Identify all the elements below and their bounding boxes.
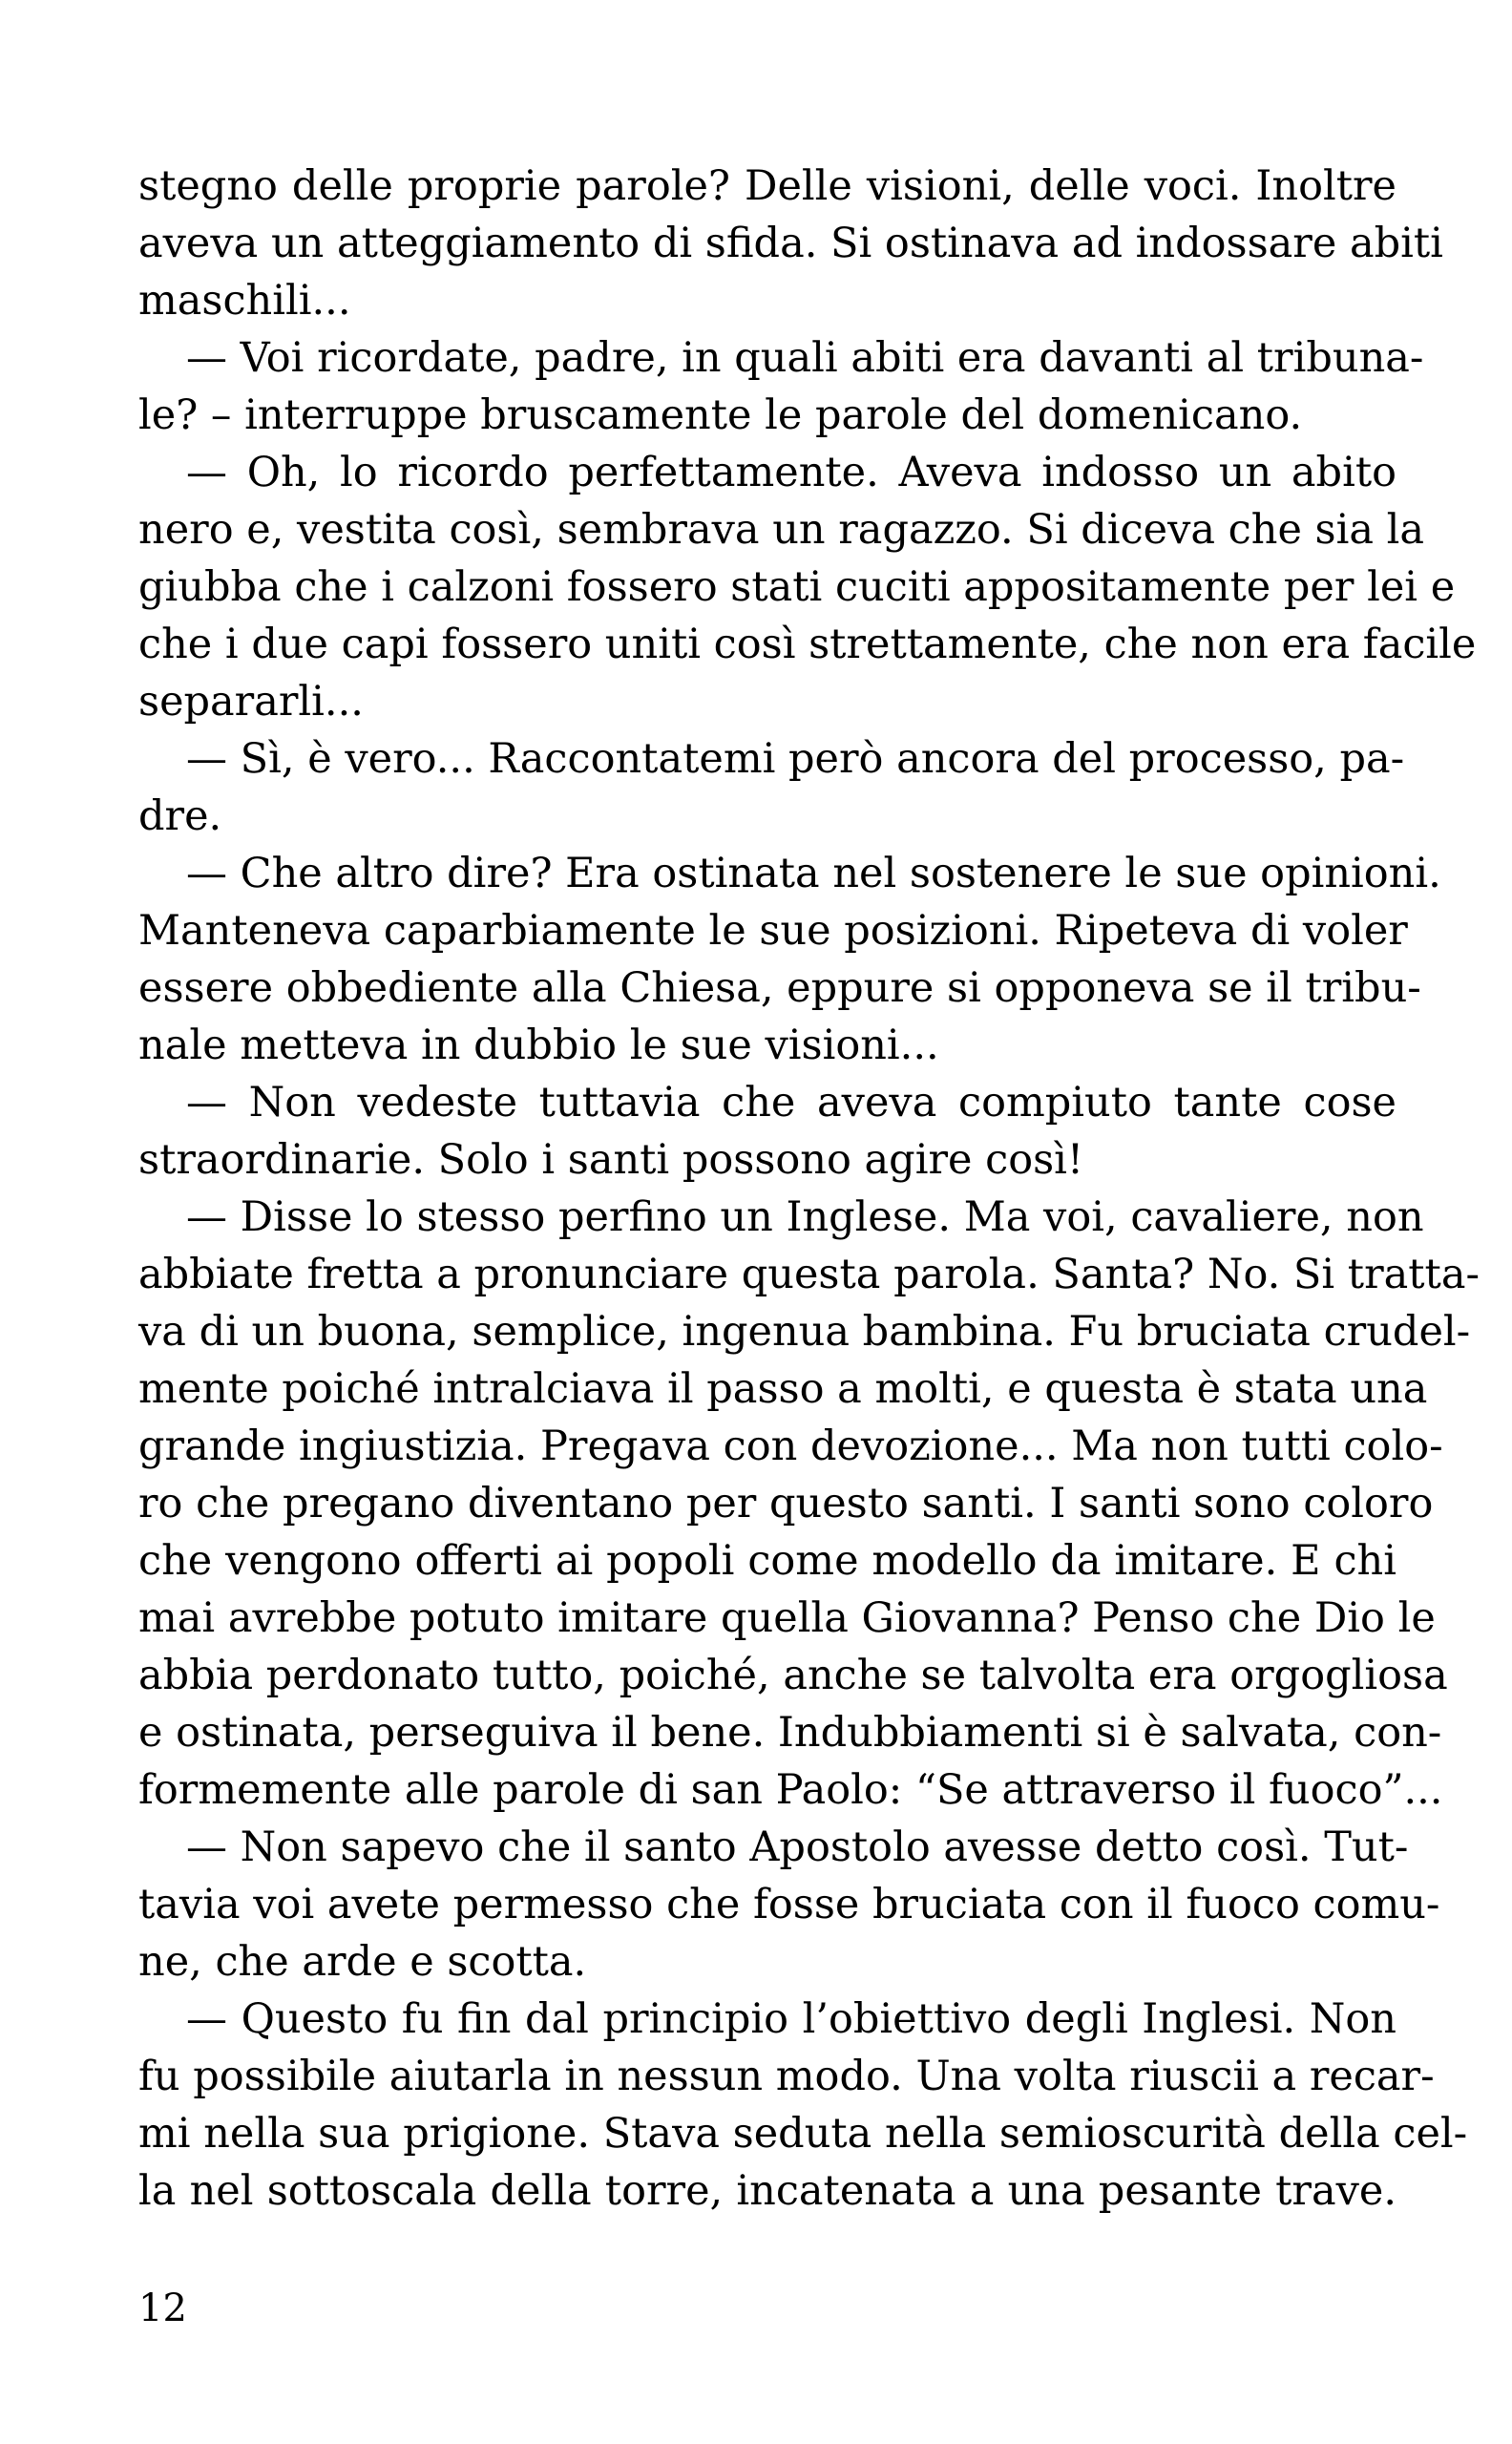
text-line: le? – interruppe bruscamente le parole del domenicano.	[138, 391, 1303, 439]
text-line: abbiate fretta a pronunciare questa parola. Santa? No. Si tratta-	[138, 1251, 1480, 1298]
text-line: fu possibile aiutarla in nessun modo. Una volta riuscii a recar-	[138, 2053, 1435, 2100]
text-line: mente poiché intralciava il passo a molti, e questa è stata una	[138, 1365, 1428, 1413]
text-line: separarli...	[138, 678, 364, 726]
text-line: aveva un atteggiamento di sfida. Si ostinava ad indossare abiti	[138, 220, 1443, 267]
text-line: nale metteva in dubbio le sue visioni...	[138, 1022, 939, 1069]
text-line: mai avrebbe potuto imitare quella Giovanna? Penso che Dio le	[138, 1594, 1436, 1642]
text-line: straordinarie. Solo i santi possono agire così!	[138, 1136, 1084, 1184]
text-line: va di un buona, semplice, ingenua bambina. Fu bruciata crudel-	[138, 1308, 1471, 1356]
text-line: Manteneva caparbiamente le sue posizioni. Ripeteva di voler	[138, 907, 1408, 955]
text-line: — Che altro dire? Era ostinata nel sostenere le sue opinioni.	[186, 850, 1441, 897]
text-line: — Sì, è vero... Raccontatemi però ancora del processo, pa-	[186, 735, 1405, 783]
text-line: e ostinata, perseguiva il bene. Indubbiamenti si è salvata, con-	[138, 1709, 1442, 1757]
text-line: abbia perdonato tutto, poiché, anche se talvolta era orgogliosa	[138, 1652, 1448, 1699]
text-line: giubba che i calzoni fossero stati cuciti appositamente per lei e	[138, 563, 1456, 611]
text-line: — Disse lo stesso perfino un Inglese. Ma voi, cavaliere, non	[186, 1193, 1424, 1241]
text-line: ro che pregano diventano per questo santi. I santi sono coloro	[138, 1480, 1434, 1528]
text-line: dre.	[138, 792, 222, 840]
text-line: che vengono offerti ai popoli come modello da imitare. E chi	[138, 1537, 1396, 1585]
text-line: che i due capi fossero uniti così strettamente, che non era facile	[138, 621, 1477, 668]
text-line: maschili...	[138, 277, 351, 325]
text-line: grande ingiustizia. Pregava con devozione... Ma non tutti colo-	[138, 1422, 1443, 1470]
text-line: — Oh, lo ricordo perfettamente. Aveva indosso un abito	[186, 449, 1396, 496]
text-line: nero e, vestita così, sembrava un ragazzo. Si diceva che sia la	[138, 506, 1425, 554]
text-line: essere obbediente alla Chiesa, eppure si opponeva se il tribu-	[138, 964, 1421, 1012]
text-line: formemente alle parole di san Paolo: “Se attraverso il fuoco”...	[138, 1766, 1443, 1814]
text-line: — Questo fu fin dal principio l’obiettivo degli Inglesi. Non	[186, 1995, 1396, 2043]
text-line: la nel sottoscala della torre, incatenata a una pesante trave.	[138, 2167, 1396, 2215]
text-line: stegno delle proprie parole? Delle visioni, delle voci. Inoltre	[138, 162, 1396, 210]
text-line: — Non sapevo che il santo Apostolo avesse detto così. Tut-	[186, 1823, 1409, 1871]
text-line: ne, che arde e scotta.	[138, 1938, 587, 1986]
page-number: 12	[138, 2286, 187, 2330]
text-line: mi nella sua prigione. Stava seduta nella semioscurità della cel-	[138, 2110, 1468, 2158]
text-line: tavia voi avete permesso che fosse bruciata con il fuoco comu-	[138, 1881, 1440, 1928]
text-line: — Non vedeste tuttavia che aveva compiuto tante cose	[186, 1079, 1396, 1127]
page-body-text	[138, 158, 1480, 2220]
text-line: — Voi ricordate, padre, in quali abiti era davanti al tribuna-	[186, 334, 1424, 382]
